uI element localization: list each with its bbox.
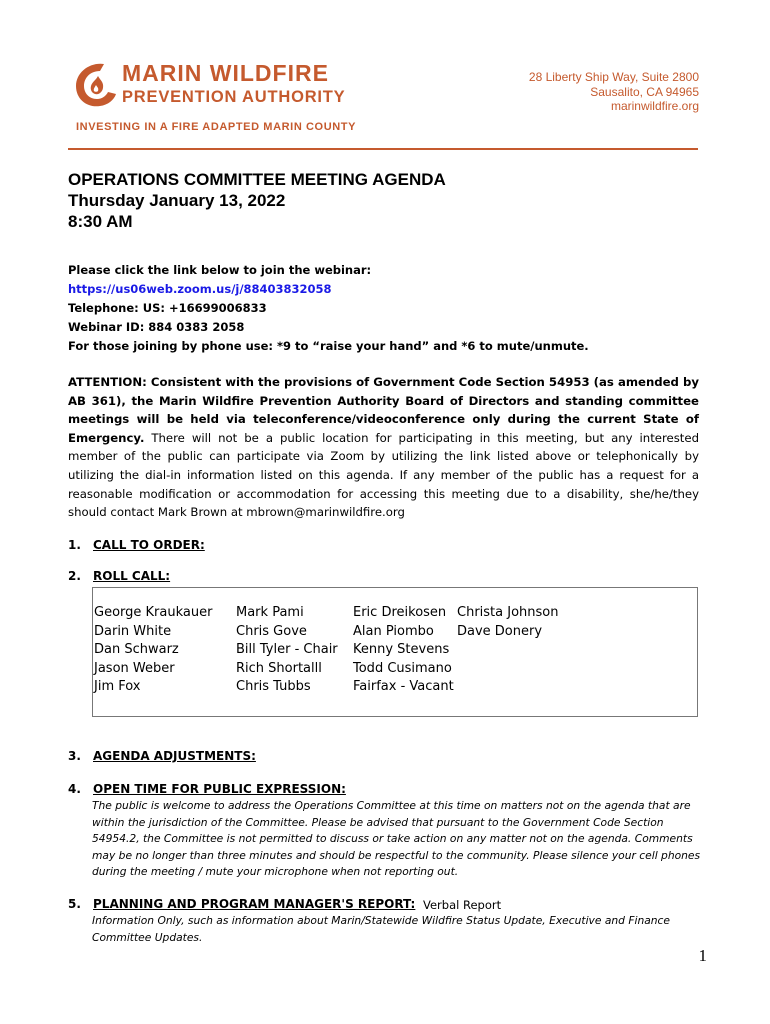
item-number: 2. <box>68 569 81 583</box>
roll-call-member: Fairfax - Vacant <box>353 679 454 695</box>
agenda-title <box>68 169 446 232</box>
webinar-link[interactable]: https://us06web.zoom.us/j/88403832058 <box>68 282 332 296</box>
item-number: 1. <box>68 538 81 552</box>
attention-bold-text: ATTENTION: Consistent with the provisions of Government Code Section 54953 (as amended by AB 361), the Marin Wildfire Prevention Authority Board of Directors and standing committee meetings will be held via teleconference/videoconference only during the current State of Emergency. <box>68 375 699 445</box>
roll-call-member: Dan Schwarz <box>94 642 179 658</box>
roll-call-member: Bill Tyler - Chair <box>236 642 338 658</box>
meeting-time: 8:30 AM <box>68 212 133 231</box>
item-number: 3. <box>68 749 81 763</box>
roll-call-member: Eric Dreikosen <box>353 605 447 620</box>
meeting-date: Thursday January 13, 2022 <box>68 191 286 210</box>
public-expression-note: The public is welcome to address the Operations Committee at this time on matters not on the agenda that are within the jurisdiction of the Committee. Please be advised that pursuant to the Government Code Section 54954.2, the Committee is not permitted to discuss or take action on any matter not on the agenda. Comments may be no longer than three minutes and should be respectful to the community. Please silence your cell phones during the meeting / mute your microphone when not reporting out. <box>92 799 701 879</box>
item-report-type: Verbal Report <box>423 898 502 912</box>
org-website[interactable]: marinwildfire.org <box>610 99 699 113</box>
flame-c-logo-icon <box>70 58 118 110</box>
roll-call-member: Chris Tubbs <box>236 679 311 695</box>
roll-call-member: Mark Pami <box>236 605 304 620</box>
attention-notice <box>68 373 699 522</box>
org-name-line2: PREVENTION AUTHORITY <box>122 88 346 106</box>
page-number: 1 <box>698 946 707 965</box>
roll-call-member: Christa Johnson <box>457 605 559 620</box>
item-label: CALL TO ORDER: <box>93 538 205 552</box>
webinar-telephone: Telephone: US: +16699006833 <box>68 301 267 315</box>
item-label: ROLL CALL: <box>93 569 171 583</box>
item-label: AGENDA ADJUSTMENTS: <box>93 749 256 763</box>
attention-body-text: There will not be a public location for participating in this meeting, but any interested member of the public can participate via Zoom by utilizing the link listed above or telephonically by utilizing the dial-in information listed on this agenda. If any member of the public has a request for a reasonable modification or accommodation for accessing this meeting due to a disability, she/he/they should contact Mark Brown at mbrown@marinwildfire.org <box>68 430 699 520</box>
roll-call-member: Darin White <box>94 623 172 639</box>
roll-call-member: Kenny Stevens <box>353 642 450 658</box>
item-label <box>93 897 415 911</box>
org-logo <box>70 58 370 138</box>
header-divider <box>68 148 698 150</box>
phone-instructions: For those joining by phone use: *9 to “raise your hand” and *6 to mute/unmute. <box>68 339 589 353</box>
org-tagline: INVESTING IN A FIRE ADAPTED MARIN COUNTY <box>76 121 357 133</box>
roll-call-box <box>92 587 698 717</box>
item-number: 5. <box>68 897 81 911</box>
roll-call-member: Jason Weber <box>94 660 175 676</box>
roll-call-member: Jim Fox <box>94 679 141 695</box>
roll-call-member: Todd Cusimano <box>353 660 452 676</box>
roll-call-member: George Kraukauer <box>94 605 213 620</box>
webinar-id: Webinar ID: 884 0383 2058 <box>68 320 245 334</box>
roll-call-member: Chris Gove <box>236 623 307 639</box>
roll-call-column-2 <box>236 604 338 697</box>
roll-call-column-3 <box>353 604 454 697</box>
item-label: OPEN TIME FOR PUBLIC EXPRESSION: <box>93 782 346 796</box>
org-name-line1: MARIN WILDFIRE <box>122 60 329 86</box>
address-city: Sausalito, CA 94965 <box>590 84 699 99</box>
roll-call-column-4 <box>457 604 558 641</box>
webinar-intro: Please click the link below to join the webinar: <box>68 263 372 277</box>
item-number: 4. <box>68 782 81 796</box>
webinar-info <box>68 261 700 356</box>
roll-call-member: Rich Shortalll <box>236 660 322 676</box>
roll-call-column-1 <box>94 604 212 697</box>
address-street: 28 Liberty Ship Way, Suite 2800 <box>528 70 699 84</box>
item-label-text: PLANNING AND PROGRAM MANAGER'S REPORT: <box>93 897 416 911</box>
roll-call-member: Alan Piombo <box>353 623 434 639</box>
agenda-heading: OPERATIONS COMMITTEE MEETING AGENDA <box>68 170 446 189</box>
org-address <box>529 70 699 114</box>
roll-call-member: Dave Donery <box>457 623 543 639</box>
manager-report-note: Information Only, such as information about Marin/Statewide Wildfire Status Update, Executive and Finance Committee Updates. <box>92 914 671 944</box>
